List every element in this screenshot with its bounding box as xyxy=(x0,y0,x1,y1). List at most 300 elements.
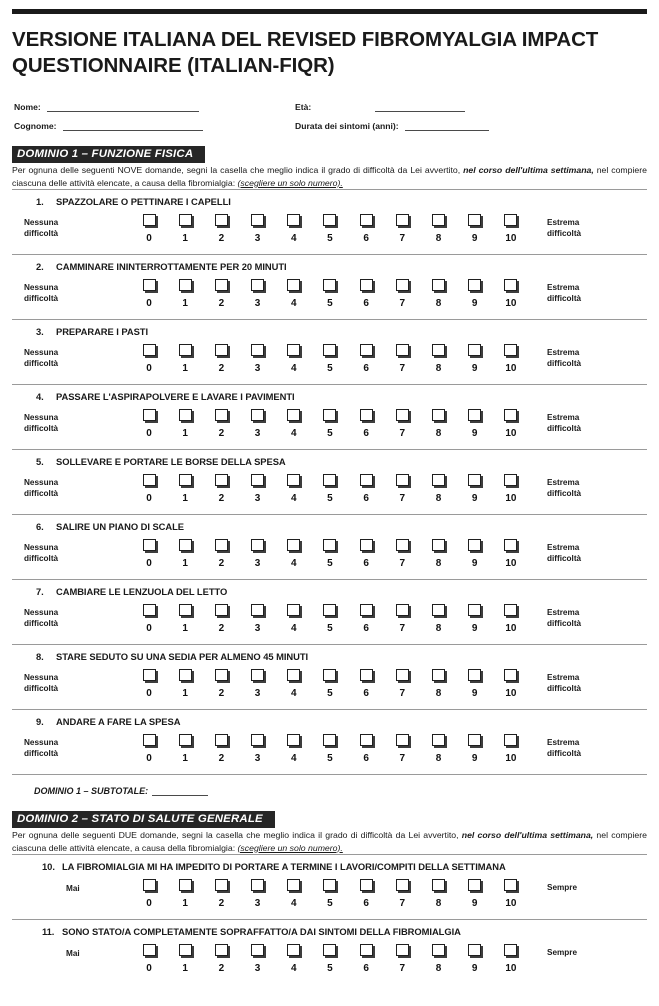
scale-option-label: 8 xyxy=(435,897,442,909)
checkbox-5[interactable] xyxy=(323,944,336,956)
checkbox-8[interactable] xyxy=(432,409,445,421)
scale-option-2[interactable] xyxy=(210,734,232,764)
scale-option-0[interactable] xyxy=(138,279,160,309)
checkbox-9[interactable] xyxy=(468,734,481,746)
scale-option-4[interactable] xyxy=(283,734,305,764)
scale-option-1[interactable] xyxy=(174,214,196,244)
checkbox-2[interactable] xyxy=(215,669,228,681)
scale-option-label: 0 xyxy=(146,688,152,700)
checkbox-3[interactable] xyxy=(251,474,264,486)
checkbox-5[interactable] xyxy=(323,604,336,616)
checkbox-9[interactable] xyxy=(468,539,481,551)
scale-option-0[interactable] xyxy=(138,604,160,634)
domain-1-instructions xyxy=(12,164,647,189)
scale-option-6[interactable] xyxy=(355,474,377,504)
checkbox-6[interactable] xyxy=(360,474,373,486)
scale-option-0[interactable] xyxy=(138,734,160,764)
checkbox-1[interactable] xyxy=(179,604,192,616)
scale-option-3[interactable] xyxy=(247,474,269,504)
scale-option-8[interactable] xyxy=(428,409,450,439)
checkbox-6[interactable] xyxy=(360,669,373,681)
checkbox-0[interactable] xyxy=(143,734,156,746)
domain-1-instructions-part2: nel compiere ciascuna delle attività elencate, a causa della fibromialgia: xyxy=(12,165,647,188)
checkbox-10[interactable] xyxy=(504,944,517,956)
scale-option-5[interactable] xyxy=(319,734,341,764)
scale-option-3[interactable] xyxy=(247,214,269,244)
checkbox-1[interactable] xyxy=(179,669,192,681)
checkbox-10[interactable] xyxy=(504,409,517,421)
checkbox-0[interactable] xyxy=(143,944,156,956)
checkbox-5[interactable] xyxy=(323,879,336,891)
scale-option-2[interactable] xyxy=(210,879,232,909)
scale-option-7[interactable] xyxy=(391,539,413,569)
scale-option-label: 2 xyxy=(218,897,225,909)
checkbox-8[interactable] xyxy=(432,214,445,226)
checkbox-9[interactable] xyxy=(468,344,481,356)
checkbox-3[interactable] xyxy=(251,604,264,616)
scale-option-label: 3 xyxy=(254,558,261,570)
checkbox-8[interactable] xyxy=(432,669,445,681)
scale-option-6[interactable] xyxy=(355,539,377,569)
checkbox-6[interactable] xyxy=(360,944,373,956)
scale-option-10[interactable] xyxy=(500,409,522,439)
scale-option-label: 3 xyxy=(254,753,261,765)
checkbox-6[interactable] xyxy=(360,409,373,421)
checkbox-10[interactable] xyxy=(504,734,517,746)
scale-option-3[interactable] xyxy=(247,539,269,569)
scale-option-7[interactable] xyxy=(391,214,413,244)
checkbox-1[interactable] xyxy=(179,879,192,891)
checkbox-6[interactable] xyxy=(360,214,373,226)
scale-option-label: 0 xyxy=(146,363,152,375)
scale-option-7[interactable] xyxy=(391,604,413,634)
checkbox-9[interactable] xyxy=(468,214,481,226)
domain-1-instructions-underlined: (scegliere un solo numero). xyxy=(237,177,343,188)
rating-scale xyxy=(10,210,649,254)
scale-option-label: 6 xyxy=(363,897,369,909)
scale-option-label: 0 xyxy=(146,233,152,245)
scale-option-2[interactable] xyxy=(210,944,232,974)
question-title xyxy=(10,920,649,937)
scale-option-8[interactable] xyxy=(428,669,450,699)
checkbox-1[interactable] xyxy=(179,344,192,356)
scale-option-9[interactable] xyxy=(464,344,486,374)
checkbox-3[interactable] xyxy=(251,944,264,956)
question-number: 9. xyxy=(36,716,44,728)
checkbox-6[interactable] xyxy=(360,344,373,356)
scale-option-5[interactable] xyxy=(319,669,341,699)
scale-option-9[interactable] xyxy=(464,214,486,244)
scale-option-4[interactable] xyxy=(283,409,305,439)
scale-option-7[interactable] xyxy=(391,669,413,699)
scale-option-2[interactable] xyxy=(210,539,232,569)
checkbox-8[interactable] xyxy=(432,604,445,616)
scale-option-10[interactable] xyxy=(500,474,522,504)
scale-option-3[interactable] xyxy=(247,879,269,909)
identity-column-right xyxy=(295,93,655,131)
checkbox-4[interactable] xyxy=(287,214,300,226)
scale-option-7[interactable] xyxy=(391,879,413,909)
scale-option-0[interactable] xyxy=(138,474,160,504)
checkbox-10[interactable] xyxy=(504,539,517,551)
scale-option-10[interactable] xyxy=(500,214,522,244)
scale-option-6[interactable] xyxy=(355,669,377,699)
checkbox-7[interactable] xyxy=(396,344,409,356)
scale-option-label: 1 xyxy=(182,962,188,974)
checkbox-7[interactable] xyxy=(396,604,409,616)
checkbox-5[interactable] xyxy=(323,279,336,291)
checkbox-10[interactable] xyxy=(504,474,517,486)
scale-option-6[interactable] xyxy=(355,604,377,634)
scale-option-0[interactable] xyxy=(138,539,160,569)
checkbox-2[interactable] xyxy=(215,944,228,956)
scale-option-label: 4 xyxy=(290,298,297,310)
checkbox-4[interactable] xyxy=(287,344,300,356)
scale-option-3[interactable] xyxy=(247,734,269,764)
checkbox-2[interactable] xyxy=(215,734,228,746)
scale-option-0[interactable] xyxy=(138,409,160,439)
scale-option-5[interactable] xyxy=(319,604,341,634)
checkbox-10[interactable] xyxy=(504,669,517,681)
scale-option-label: 1 xyxy=(182,428,188,440)
scale-option-label: 0 xyxy=(146,558,152,570)
checkbox-2[interactable] xyxy=(215,409,228,421)
question-title xyxy=(10,580,649,597)
scale-option-1[interactable] xyxy=(174,944,196,974)
checkbox-3[interactable] xyxy=(251,539,264,551)
scale-option-1[interactable] xyxy=(174,474,196,504)
checkbox-2[interactable] xyxy=(215,279,228,291)
checkbox-3[interactable] xyxy=(251,214,264,226)
rating-scale xyxy=(10,275,649,319)
scale-option-5[interactable] xyxy=(319,539,341,569)
scale-option-3[interactable] xyxy=(247,409,269,439)
scale-option-10[interactable] xyxy=(500,604,522,634)
checkbox-4[interactable] xyxy=(287,604,300,616)
checkbox-9[interactable] xyxy=(468,409,481,421)
checkbox-3[interactable] xyxy=(251,344,264,356)
scale-option-10[interactable] xyxy=(500,539,522,569)
scale-option-5[interactable] xyxy=(319,214,341,244)
scale-option-3[interactable] xyxy=(247,279,269,309)
checkbox-7[interactable] xyxy=(396,669,409,681)
scale-option-10[interactable] xyxy=(500,669,522,699)
scale-option-7[interactable] xyxy=(391,279,413,309)
scale-anchor-high: Estrema difficoltà xyxy=(547,283,582,303)
checkbox-5[interactable] xyxy=(323,539,336,551)
cognome-label: Cognome: xyxy=(14,121,57,132)
scale-option-2[interactable] xyxy=(210,669,232,699)
scale-option-label: 8 xyxy=(435,753,442,765)
checkbox-5[interactable] xyxy=(323,669,336,681)
scale-option-0[interactable] xyxy=(138,214,160,244)
checkbox-5[interactable] xyxy=(323,214,336,226)
checkbox-10[interactable] xyxy=(504,879,517,891)
scale-option-0[interactable] xyxy=(138,944,160,974)
scale-option-label: 5 xyxy=(327,623,333,635)
scale-option-2[interactable] xyxy=(210,604,232,634)
scale-option-5[interactable] xyxy=(319,879,341,909)
scale-option-1[interactable] xyxy=(174,344,196,374)
checkbox-9[interactable] xyxy=(468,879,481,891)
checkbox-1[interactable] xyxy=(179,944,192,956)
scale-option-6[interactable] xyxy=(355,214,377,244)
scale-option-9[interactable] xyxy=(464,474,486,504)
checkbox-4[interactable] xyxy=(287,409,300,421)
checkbox-10[interactable] xyxy=(504,344,517,356)
cognome-input[interactable] xyxy=(63,121,203,131)
domain-1-section xyxy=(10,144,649,189)
scale-option-8[interactable] xyxy=(428,604,450,634)
scale-option-3[interactable] xyxy=(247,344,269,374)
eta-input[interactable] xyxy=(375,102,465,112)
scale-option-9[interactable] xyxy=(464,734,486,764)
scale-option-8[interactable] xyxy=(428,214,450,244)
scale-option-10[interactable] xyxy=(500,734,522,764)
scale-option-label: 9 xyxy=(471,363,478,375)
scale-option-label: 3 xyxy=(254,298,261,310)
scale-option-7[interactable] xyxy=(391,474,413,504)
scale-option-6[interactable] xyxy=(355,409,377,439)
scale-option-label: 5 xyxy=(327,962,333,974)
scale-option-8[interactable] xyxy=(428,879,450,909)
checkbox-6[interactable] xyxy=(360,539,373,551)
checkbox-0[interactable] xyxy=(143,279,156,291)
scale-option-4[interactable] xyxy=(283,604,305,634)
checkbox-0[interactable] xyxy=(143,669,156,681)
scale-option-label: 6 xyxy=(363,298,369,310)
scale-option-0[interactable] xyxy=(138,669,160,699)
checkbox-8[interactable] xyxy=(432,474,445,486)
checkbox-3[interactable] xyxy=(251,279,264,291)
scale-option-4[interactable] xyxy=(283,279,305,309)
checkbox-6[interactable] xyxy=(360,279,373,291)
nome-input[interactable] xyxy=(47,102,199,112)
scale-option-1[interactable] xyxy=(174,539,196,569)
scale-option-9[interactable] xyxy=(464,879,486,909)
checkbox-2[interactable] xyxy=(215,344,228,356)
checkbox-8[interactable] xyxy=(432,539,445,551)
question-number: 2. xyxy=(36,261,44,273)
checkbox-2[interactable] xyxy=(215,604,228,616)
scale-option-6[interactable] xyxy=(355,279,377,309)
scale-option-10[interactable] xyxy=(500,279,522,309)
scale-option-4[interactable] xyxy=(283,944,305,974)
scale-option-10[interactable] xyxy=(500,944,522,974)
checkbox-7[interactable] xyxy=(396,539,409,551)
checkbox-7[interactable] xyxy=(396,474,409,486)
checkbox-9[interactable] xyxy=(468,604,481,616)
scale-option-9[interactable] xyxy=(464,944,486,974)
checkbox-1[interactable] xyxy=(179,539,192,551)
checkbox-2[interactable] xyxy=(215,474,228,486)
questionnaire-page xyxy=(0,9,659,1006)
checkbox-4[interactable] xyxy=(287,669,300,681)
scale-option-8[interactable] xyxy=(428,474,450,504)
checkbox-10[interactable] xyxy=(504,604,517,616)
checkbox-7[interactable] xyxy=(396,944,409,956)
checkbox-3[interactable] xyxy=(251,669,264,681)
scale-option-2[interactable] xyxy=(210,279,232,309)
scale-option-6[interactable] xyxy=(355,344,377,374)
checkbox-5[interactable] xyxy=(323,409,336,421)
question-title xyxy=(10,515,649,532)
checkbox-0[interactable] xyxy=(143,409,156,421)
checkbox-9[interactable] xyxy=(468,474,481,486)
scale-option-4[interactable] xyxy=(283,879,305,909)
checkbox-8[interactable] xyxy=(432,944,445,956)
checkbox-0[interactable] xyxy=(143,214,156,226)
domain-1-subtotal-input[interactable] xyxy=(152,787,208,796)
scale-option-4[interactable] xyxy=(283,474,305,504)
checkbox-7[interactable] xyxy=(396,279,409,291)
checkbox-6[interactable] xyxy=(360,879,373,891)
checkbox-2[interactable] xyxy=(215,214,228,226)
scale-option-0[interactable] xyxy=(138,879,160,909)
scale-option-8[interactable] xyxy=(428,944,450,974)
scale-option-9[interactable] xyxy=(464,539,486,569)
checkbox-9[interactable] xyxy=(468,279,481,291)
checkbox-6[interactable] xyxy=(360,734,373,746)
scale-option-9[interactable] xyxy=(464,409,486,439)
scale-option-label: 5 xyxy=(327,428,333,440)
checkbox-4[interactable] xyxy=(287,279,300,291)
scale-option-1[interactable] xyxy=(174,669,196,699)
checkbox-0[interactable] xyxy=(143,344,156,356)
checkbox-0[interactable] xyxy=(143,604,156,616)
checkbox-0[interactable] xyxy=(143,879,156,891)
scale-option-label: 0 xyxy=(146,962,152,974)
domain-2-instructions-part1: Per ognuna delle seguenti DUE domande, segni la casella che meglio indica il grado di difficoltà da Lei avvertito, xyxy=(12,830,462,841)
checkbox-10[interactable] xyxy=(504,214,517,226)
checkbox-3[interactable] xyxy=(251,409,264,421)
checkbox-0[interactable] xyxy=(143,539,156,551)
scale-option-8[interactable] xyxy=(428,539,450,569)
checkbox-3[interactable] xyxy=(251,734,264,746)
scale-option-9[interactable] xyxy=(464,669,486,699)
scale-option-9[interactable] xyxy=(464,604,486,634)
checkbox-5[interactable] xyxy=(323,734,336,746)
scale-option-8[interactable] xyxy=(428,344,450,374)
scale-option-3[interactable] xyxy=(247,669,269,699)
scale-option-4[interactable] xyxy=(283,214,305,244)
scale-option-5[interactable] xyxy=(319,409,341,439)
checkbox-8[interactable] xyxy=(432,879,445,891)
scale-option-6[interactable] xyxy=(355,944,377,974)
scale-option-1[interactable] xyxy=(174,604,196,634)
checkbox-8[interactable] xyxy=(432,734,445,746)
scale-anchor-high: Estrema difficoltà xyxy=(547,738,582,758)
scale-option-2[interactable] xyxy=(210,474,232,504)
scale-option-5[interactable] xyxy=(319,944,341,974)
checkbox-0[interactable] xyxy=(143,474,156,486)
question-title xyxy=(10,645,649,662)
scale-option-2[interactable] xyxy=(210,214,232,244)
scale-anchor-low: Nessuna difficoltà xyxy=(24,218,59,238)
scale-option-6[interactable] xyxy=(355,734,377,764)
scale-option-3[interactable] xyxy=(247,604,269,634)
scale-option-label: 2 xyxy=(218,233,225,245)
scale-option-2[interactable] xyxy=(210,344,232,374)
scale-option-3[interactable] xyxy=(247,944,269,974)
checkbox-7[interactable] xyxy=(396,879,409,891)
scale-option-6[interactable] xyxy=(355,879,377,909)
scale-option-10[interactable] xyxy=(500,879,522,909)
checkbox-4[interactable] xyxy=(287,944,300,956)
domain-1-subtotal xyxy=(34,786,649,796)
scale-anchor-high: Sempre xyxy=(547,947,578,957)
scale-option-5[interactable] xyxy=(319,279,341,309)
checkbox-8[interactable] xyxy=(432,279,445,291)
checkbox-8[interactable] xyxy=(432,344,445,356)
scale-option-8[interactable] xyxy=(428,279,450,309)
scale-option-label: 10 xyxy=(505,688,517,700)
checkbox-1[interactable] xyxy=(179,279,192,291)
scale-option-0[interactable] xyxy=(138,344,160,374)
domain-1-banner: DOMINIO 1 – FUNZIONE FISICA xyxy=(12,146,205,163)
scale-option-1[interactable] xyxy=(174,734,196,764)
checkbox-4[interactable] xyxy=(287,879,300,891)
checkbox-7[interactable] xyxy=(396,214,409,226)
scale-option-1[interactable] xyxy=(174,879,196,909)
scale-options xyxy=(138,539,522,569)
question-text: SONO STATO/A COMPLETAMENTE SOPRAFFATTO/A DAI SINTOMI DELLA FIBROMIALGIA xyxy=(62,925,461,937)
checkbox-2[interactable] xyxy=(215,539,228,551)
scale-option-10[interactable] xyxy=(500,344,522,374)
scale-option-9[interactable] xyxy=(464,279,486,309)
checkbox-6[interactable] xyxy=(360,604,373,616)
checkbox-10[interactable] xyxy=(504,279,517,291)
scale-option-label: 7 xyxy=(399,558,406,570)
checkbox-5[interactable] xyxy=(323,474,336,486)
scale-option-4[interactable] xyxy=(283,669,305,699)
checkbox-7[interactable] xyxy=(396,409,409,421)
checkbox-4[interactable] xyxy=(287,734,300,746)
scale-option-7[interactable] xyxy=(391,734,413,764)
question-number: 6. xyxy=(36,521,44,533)
scale-option-7[interactable] xyxy=(391,344,413,374)
rating-scale xyxy=(10,535,649,579)
checkbox-4[interactable] xyxy=(287,474,300,486)
checkbox-1[interactable] xyxy=(179,474,192,486)
scale-option-4[interactable] xyxy=(283,539,305,569)
scale-option-label: 5 xyxy=(327,363,333,375)
checkbox-9[interactable] xyxy=(468,669,481,681)
checkbox-2[interactable] xyxy=(215,879,228,891)
scale-option-1[interactable] xyxy=(174,279,196,309)
durata-sintomi-input[interactable] xyxy=(405,121,489,131)
scale-option-7[interactable] xyxy=(391,944,413,974)
scale-option-4[interactable] xyxy=(283,344,305,374)
checkbox-1[interactable] xyxy=(179,214,192,226)
scale-anchor-low: Nessuna difficoltà xyxy=(24,738,59,758)
scale-option-5[interactable] xyxy=(319,344,341,374)
scale-option-1[interactable] xyxy=(174,409,196,439)
scale-option-5[interactable] xyxy=(319,474,341,504)
checkbox-4[interactable] xyxy=(287,539,300,551)
scale-option-8[interactable] xyxy=(428,734,450,764)
scale-option-label: 2 xyxy=(218,493,225,505)
scale-option-2[interactable] xyxy=(210,409,232,439)
checkbox-1[interactable] xyxy=(179,409,192,421)
scale-option-7[interactable] xyxy=(391,409,413,439)
checkbox-3[interactable] xyxy=(251,879,264,891)
checkbox-9[interactable] xyxy=(468,944,481,956)
scale-option-label: 1 xyxy=(182,363,188,375)
checkbox-7[interactable] xyxy=(396,734,409,746)
checkbox-5[interactable] xyxy=(323,344,336,356)
checkbox-1[interactable] xyxy=(179,734,192,746)
